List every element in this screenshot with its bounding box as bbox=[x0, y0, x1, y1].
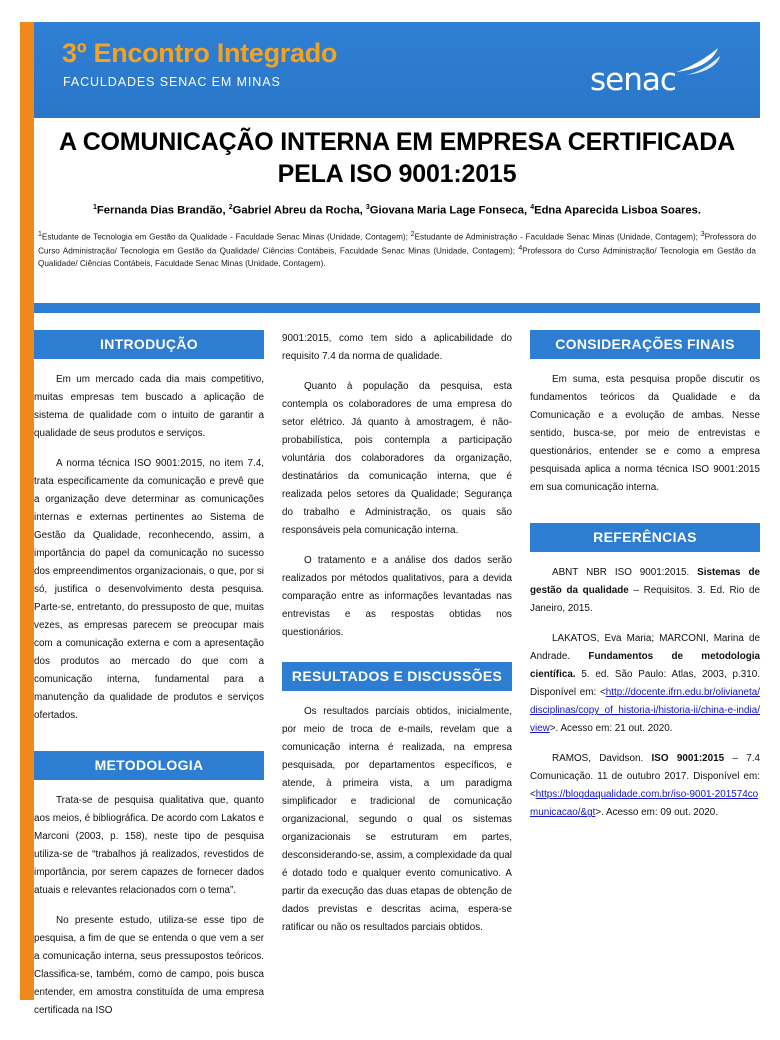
reference-title: Sistemas de gestão da qualidade bbox=[530, 567, 760, 597]
reference-item bbox=[530, 564, 760, 618]
reference-link[interactable]: https://blogdaqualidade.com.br/iso-9001-201574comunicacao/&gt bbox=[530, 789, 759, 819]
paragraph: O tratamento e a análise dos dados serão realizados por métodos qualitativos, para a devida comparação entre as informações levantadas nas entrevistas e as respostas obtidas nos questionários. bbox=[282, 555, 512, 639]
section-heading-metodologia: METODOLOGIA bbox=[34, 751, 264, 780]
reference-link[interactable]: http://docente.ifrn.edu.br/olivianeta/disciplinas/copy_of_historia-i/historia-ii/china-e-india/view bbox=[530, 687, 760, 735]
reference-text: RAMOS, Davidson. bbox=[552, 753, 652, 765]
reference-text: ABNT NBR ISO 9001:2015. bbox=[552, 567, 698, 579]
section-heading-consideracoes: CONSIDERAÇÕES FINAIS bbox=[530, 330, 760, 359]
header-divider bbox=[34, 303, 760, 313]
paragraph: 9001:2015, como tem sido a aplicabilidade do requisito 7.4 da norma de qualidade. bbox=[282, 333, 512, 363]
page-title: A COMUNICAÇÃO INTERNA EM EMPRESA CERTIFICADA PELA ISO 9001:2015 bbox=[59, 128, 735, 188]
reference-item bbox=[530, 630, 760, 738]
senac-logo bbox=[590, 46, 730, 100]
orange-accent-bar bbox=[20, 22, 34, 1000]
section-heading-introducao: INTRODUÇÃO bbox=[34, 330, 264, 359]
event-title: 3º Encontro Integrado bbox=[62, 38, 338, 68]
paragraph: No presente estudo, utiliza-se esse tipo de pesquisa, a fim de que se entenda o que vem a ser a comunicação interna, seus pressupostos teóricos. Classifica-se, também, como de campo, pois busca entender, em amostra constituída de uma empresa certificada na ISO bbox=[34, 915, 264, 1017]
reference-text: >. Acesso em: 09 out. 2020. bbox=[595, 807, 719, 819]
event-subtitle: FACULDADES SENAC EM MINAS bbox=[63, 75, 281, 89]
reference-title: Fundamentos de metodologia científica. bbox=[530, 651, 761, 681]
reference-text: – Requisitos. 3. Ed. Rio de Janeiro, 2015. bbox=[530, 585, 760, 615]
paragraph: A norma técnica ISO 9001:2015, no item 7.4, trata especificamente da comunicação e prevê que a organização deve determinar as comunicações internas e externas pertinentes ao Sistema de Gestão da Qualidade, reconhecendo, assim, a importância do papel da comunicação no sucesso dos empreendimentos organizacionais, o que, por si só, justifica o desenvolvimento desta pesquisa. Parte-se, entretanto, do pressuposto de que, muitas vezes, as empresas parecem se preocupar mais com a comunicação externa e com a apresentação dos produtos ao mercado do que com a comunicação interna, fundamental para a manutenção da qualidade de produtos e serviços ofertados. bbox=[34, 458, 264, 722]
column-left bbox=[34, 330, 264, 1032]
reference-text: >. Acesso em: 21 out. 2020. bbox=[549, 723, 673, 735]
reference-text: 5. ed. São Paulo: Atlas, 2003, p.310. Disponível em: < bbox=[530, 669, 760, 699]
paragraph: Trata-se de pesquisa qualitativa que, quanto aos meios, é bibliográfica. De acordo com Lakatos e Marconi (2003, p. 158), neste tipo de pesquisa utiliza-se de “trabalhos já realizados, revestidos de importância, por serem capazes de fornecer dados atuais e relevantes relacionados com o tema”. bbox=[34, 795, 264, 897]
affiliations-block: $^1$Estudante de Tecnologia em Gestão da Qualidade - Faculdade Senac Minas (Unidade, Contagem); $^2$Estudante de Administração - Faculdade Senac Minas (Unidade, Contagem); $^3$Professora do Curso Administração/ Tecnologia em Gestão da Qualidade/ Ciências Contábeis, Faculdade Senac Minas (Unidade, Contagem); $^4$Professora do Curso Administração/ Tecnologia em Gestão da Qualidade/ Ciências Contábeis, Faculdade Senac Minas (Unidade, Contagem). bbox=[38, 230, 757, 268]
reference-item bbox=[530, 750, 760, 822]
header-band bbox=[34, 22, 760, 118]
paragraph: Quanto à população da pesquisa, esta contempla os colaboradores de uma empresa do setor elétrico. Já quanto à amostragem, é não-probabilística, pois contempla a participação voluntária dos colaboradores da organização, destinatários da comunicação interna, que é realizada pelos setores da Qualidade; Segurança do trabalho e Administração, os quais são responsáveis pela comunicação interna. bbox=[282, 381, 512, 537]
title-block bbox=[34, 126, 760, 270]
poster-columns bbox=[34, 330, 760, 1032]
senac-wordmark: senac bbox=[590, 62, 676, 98]
senac-swoosh-icon bbox=[674, 46, 728, 81]
reference-title: ISO 9001:2015 bbox=[651, 753, 725, 765]
reference-text: – 7.4 Comunicação. 11 de outubro 2017. Disponível em: < bbox=[530, 753, 760, 801]
column-middle bbox=[282, 330, 512, 1032]
section-heading-referencias: REFERÊNCIAS bbox=[530, 523, 760, 552]
column-right bbox=[530, 330, 760, 1032]
paragraph: Em um mercado cada dia mais competitivo, muitas empresas tem buscado a aplicação de sistema de qualidade com o intuito de garantir a qualidade de seus produtos e serviços. bbox=[34, 374, 264, 440]
paragraph: Em suma, esta pesquisa propõe discutir os fundamentos teóricos da Qualidade e da Comunicação e a evolução de ambas. Nesse sentido, busca-se, por meio de entrevistas e questionários, entender se e como a empresa pesquisada aplica a norma técnica ISO 9001:2015 em sua comunicação interna. bbox=[530, 374, 760, 494]
authors-line: $^1$Fernanda Dias Brandão, $^2$Gabriel Abreu da Rocha, $^3$Giovana Maria Lage Fonseca, $^4$Edna Aparecida Lisboa Soares. bbox=[93, 204, 701, 217]
section-heading-resultados: RESULTADOS E DISCUSSÕES bbox=[282, 662, 512, 691]
paragraph: Os resultados parciais obtidos, inicialmente, por meio de troca de e-mails, revelam que a comunicação interna é realizada, na empresa pesquisada, por departamentos específicos, e atende, à primeira vista, a um paradigma simplificador e tradicional de comunicação organizacional, segundo o qual os sistemas organizacionais se estruturam em partes, desconsiderando-se, assim, a complexidade da qual é dotado todo e qualquer evento comunicativo. A partir da execução das duas etapas de obtenção de dados previstas e descritas acima, espera-se ratificar ou não os resultados parciais obtidos. bbox=[282, 706, 513, 934]
reference-text: LAKATOS, Eva Maria; MARCONI, Marina de Andrade. bbox=[530, 633, 760, 663]
